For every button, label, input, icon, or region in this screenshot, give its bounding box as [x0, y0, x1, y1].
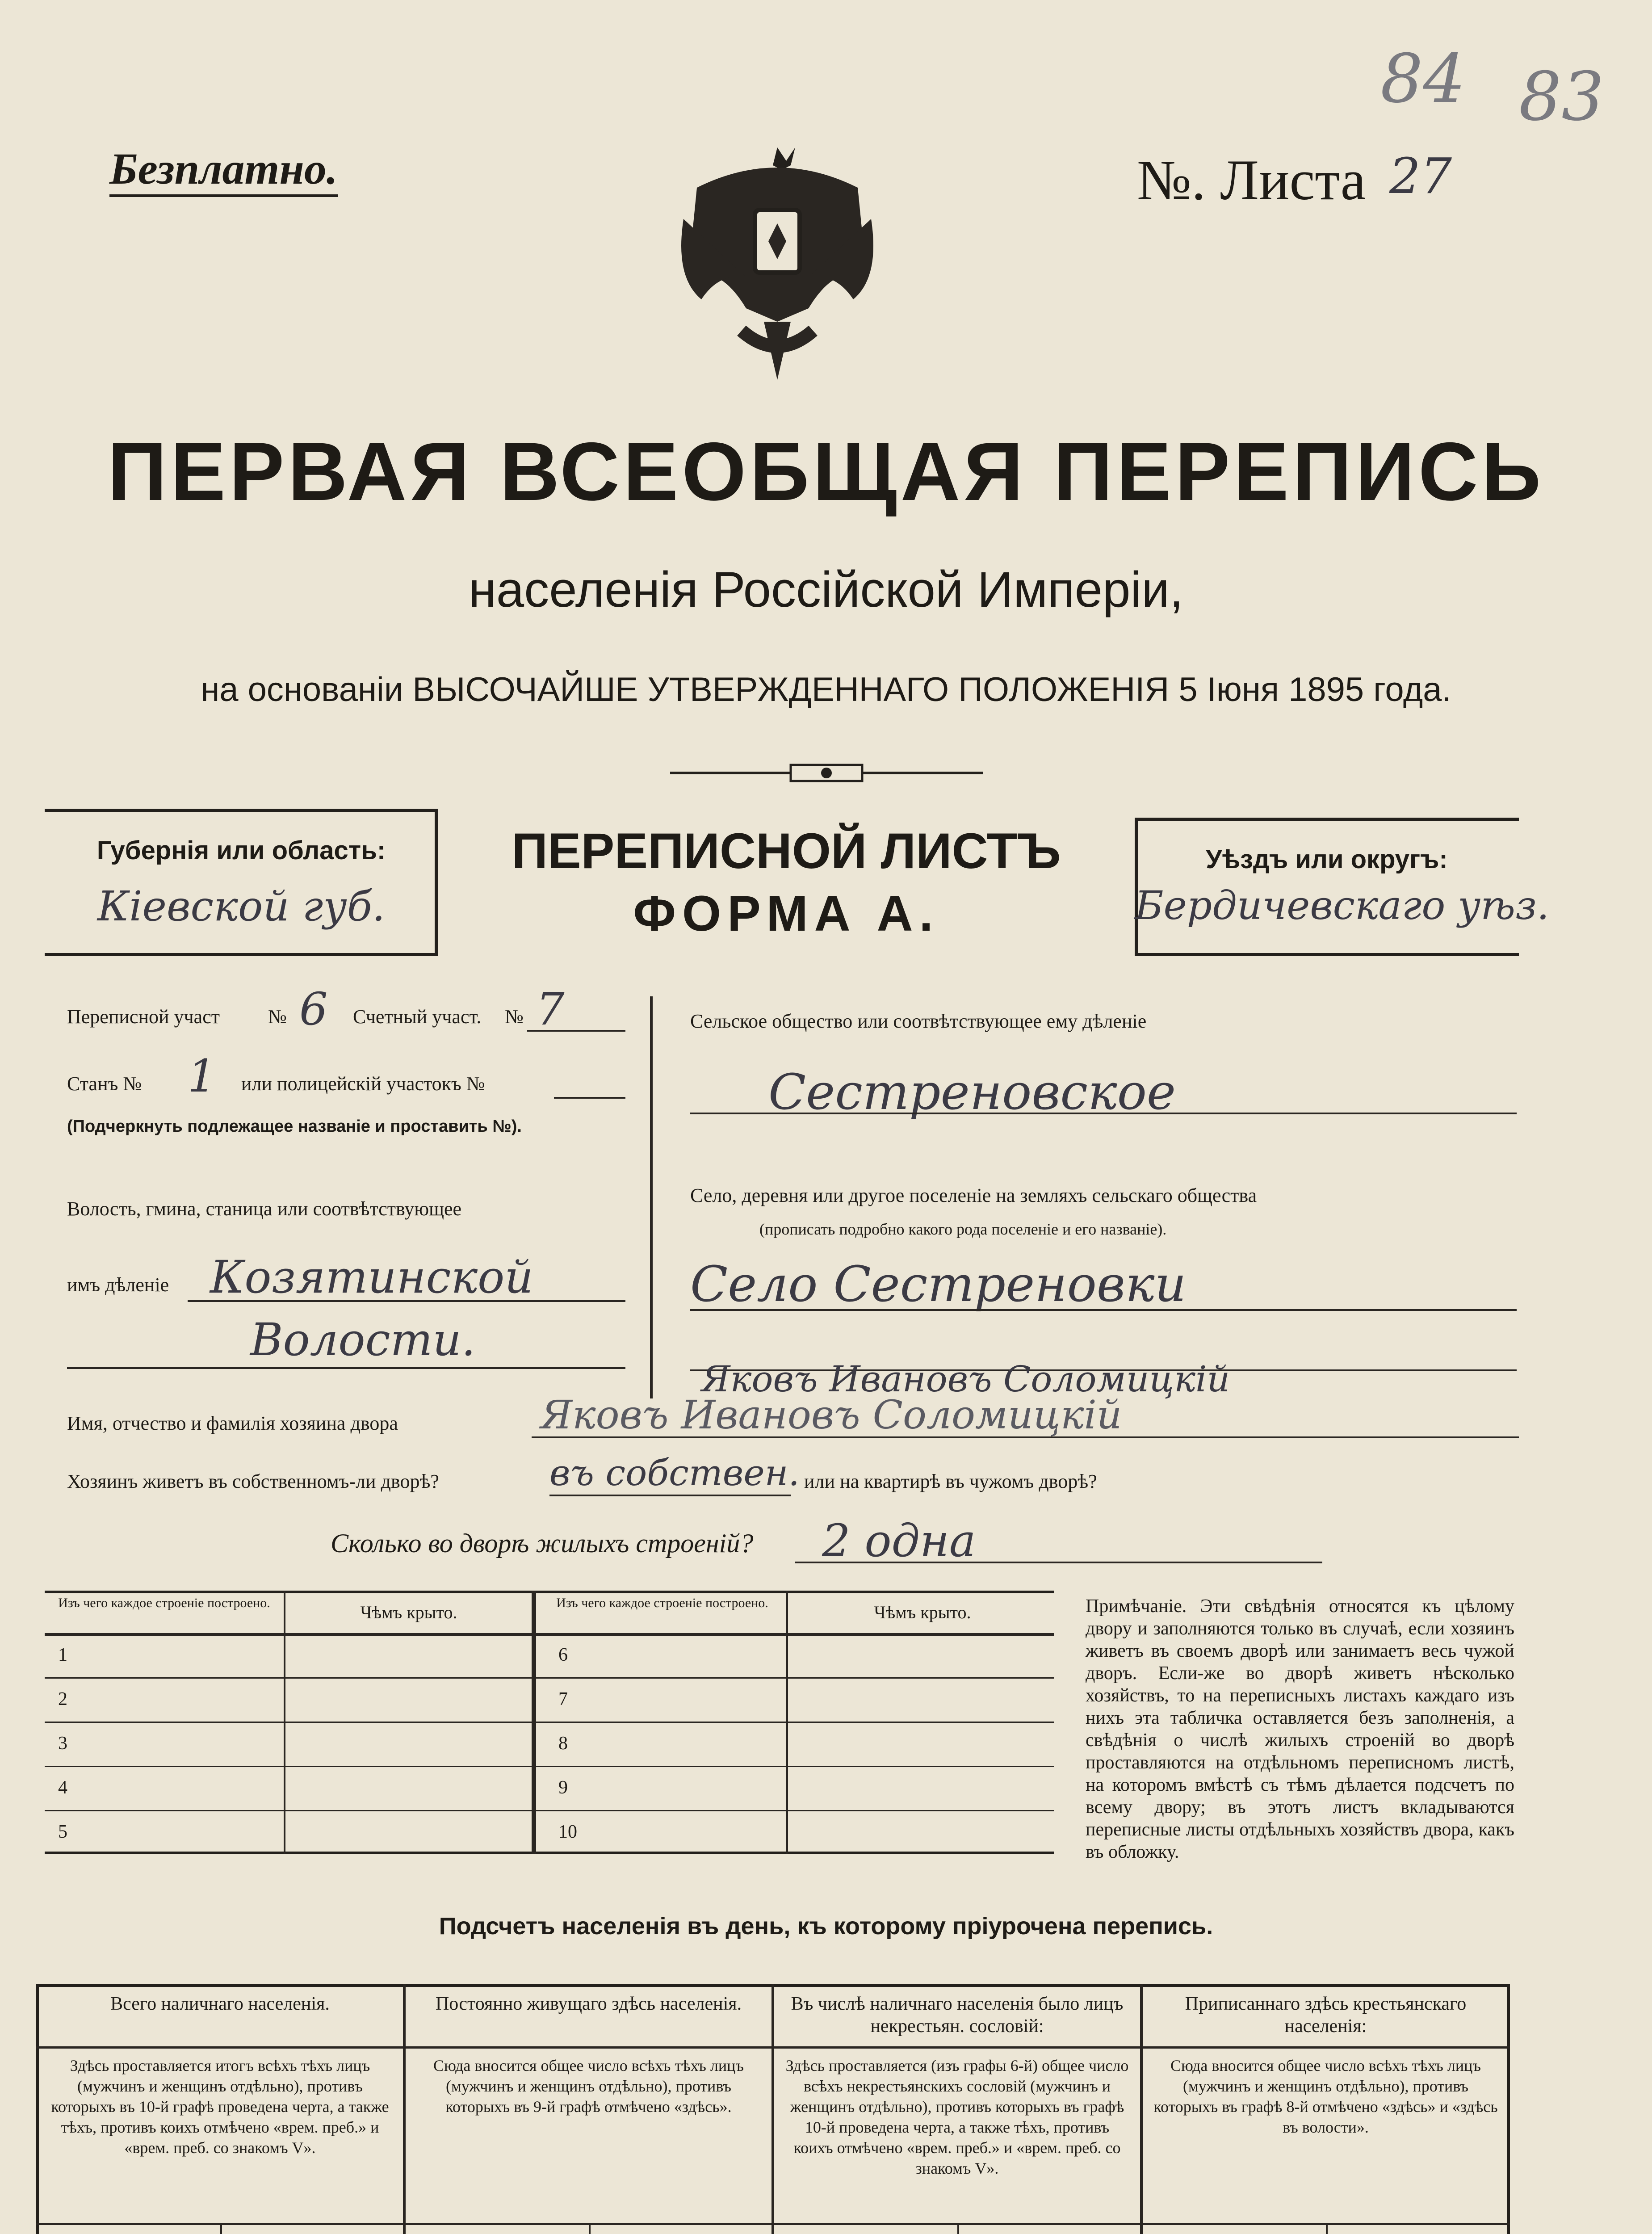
buildings-row-number: 10: [558, 1822, 577, 1842]
schet-no-label: №: [505, 1006, 524, 1028]
society-underline: [690, 1113, 1517, 1114]
stan-value: 1: [188, 1050, 216, 1102]
imperial-eagle-emblem: [675, 130, 880, 398]
guberniya-label: Губернія или область:: [96, 836, 386, 865]
population-col-divider: [403, 1984, 406, 2234]
archive-number-1: 84: [1380, 40, 1466, 118]
population-mzh-divider: [589, 2223, 591, 2234]
buildings-row-number: 6: [558, 1645, 568, 1665]
buildings-row-number: 7: [558, 1689, 568, 1709]
fields-divider: [650, 996, 653, 1398]
buildings-table-header-line: [45, 1633, 1054, 1636]
police-underline: [554, 1097, 625, 1099]
owner-value: Яковъ Ивановъ Соломицкій: [541, 1392, 1122, 1438]
uchast-label: Переписной участ: [67, 1006, 220, 1028]
buildings-row-line: [45, 1722, 1054, 1723]
volost-label-2: имъ дѣленіе: [67, 1274, 169, 1296]
buildings-row-line: [45, 1810, 1054, 1811]
uezd-value: Бердичевскаго уѣз.: [1135, 882, 1549, 928]
population-col-desc: Здѣсь проставляется итогъ всѣхъ тѣхъ лицъ (мужчинъ и женщинъ отдѣльно), противъ которыхъ въ 10-й графѣ проведена черта, а также тѣхъ, противъ коихъ отмѣчено «врем. преб.» и «врем. преб. со знакомъ V».: [51, 2057, 389, 2157]
owner-underline: [532, 1436, 1519, 1438]
population-title-line: [36, 2046, 404, 2049]
lives-value: въ собствен.: [549, 1452, 800, 1494]
legal-basis: на основаніи ВЫСОЧАЙШЕ УТВЕРЖДЕННАГО ПОЛОЖЕНІЯ 5 Іюня 1895 года.: [201, 671, 1451, 709]
archive-number-2: 83: [1519, 58, 1604, 136]
buildings-col-3-header: Изъ чего каждое строеніе построено.: [556, 1596, 768, 1610]
buildings-row-number: 4: [58, 1777, 67, 1798]
volost-underline-2: [67, 1367, 625, 1369]
population-mzh-divider: [957, 2223, 959, 2234]
population-col-divider: [1140, 1984, 1143, 2234]
stan-label: Станъ №: [67, 1073, 142, 1095]
buildings-row-number: 9: [558, 1777, 568, 1798]
buildings-row-number: 2: [58, 1689, 67, 1709]
village-label: Село, деревня или другое поселеніе на земляхъ сельскаго общества: [690, 1184, 1257, 1206]
uchast-no-label: №: [268, 1006, 287, 1028]
buildings-row-number: 5: [58, 1822, 67, 1842]
remark-note: Примѣчаніе. Эти свѣдѣнія относятся къ цѣлому двору и заполняются только въ случаѣ, если хозяинъ живетъ въ своемъ дворѣ или занимаетъ весь чужой дворъ. Если-же во дворѣ живетъ нѣсколько хозяйствъ, то на переписныхъ листахъ каждаго изъ нихъ эта табличка оставляется безъ заполненія, а свѣдѣнія о числѣ жилыхъ строеній во дворѣ проставляются на отдѣльномъ переписномъ листѣ, на которомъ вмѣстѣ съ тѣмъ дѣлается подсчетъ по всему двору; въ этотъ листъ вкладываются переписные листы отдѣльныхъ хозяйствъ двора, какъ въ обложку.: [1086, 1596, 1514, 1862]
form-title: ПЕРЕПИСНОЙ ЛИСТЪ: [512, 823, 1061, 879]
ornament-divider: [670, 760, 983, 786]
population-col-desc: Здѣсь проставляется (изъ графы 6-й) общее число всѣхъ некрестьянскихъ сословій (мужчинъ и женщинъ отдѣльно), противъ которыхъ въ графѣ 10-й проведена черта, а также тѣхъ, противъ коихъ отмѣчено «врем. преб.» и «врем. преб. со знакомъ V».: [785, 2057, 1129, 2177]
buildings-col-2-header: Чѣмъ крыто.: [360, 1602, 457, 1622]
schet-label: Счетный участ.: [353, 1006, 482, 1028]
uchast-value: 6: [299, 983, 328, 1035]
lives-label-1: Хозяинъ живетъ въ собственномъ-ли дворѣ?: [67, 1470, 439, 1492]
schet-underline: [527, 1030, 625, 1032]
buildings-underline: [795, 1562, 1322, 1563]
police-label: или полицейскій участокъ №: [241, 1073, 485, 1095]
owner-value-above: Яковъ Ивановъ Соломицкій: [701, 1358, 1230, 1400]
population-title-line: [1141, 2046, 1510, 2049]
population-col-divider: [771, 1984, 774, 2234]
volost-value-2: Волости.: [250, 1314, 476, 1366]
population-mzh-divider: [1326, 2223, 1328, 2234]
buildings-row-number: 3: [58, 1733, 67, 1754]
buildings-col-4-header: Чѣмъ крыто.: [874, 1602, 971, 1622]
population-col-title: Въ числѣ наличнаго населенія было лицъ некрестьян. сословій:: [791, 1994, 1124, 2037]
underline-note: (Подчеркнуть подлежащее названіе и проставить №).: [67, 1117, 522, 1136]
population-col-desc: Сюда вносится общее число всѣхъ тѣхъ лицъ (мужчинъ и женщинъ отдѣльно), противъ которыхъ въ графѣ 8-й отмѣчено «здѣсь» и «здѣсь въ волости».: [1153, 2057, 1498, 2136]
sheet-number-label: №. Листа: [1137, 148, 1366, 212]
buildings-row-number: 1: [58, 1645, 67, 1665]
owner-label: Имя, отчество и фамилія хозяина двора: [67, 1412, 398, 1434]
uezd-label: Уѣздъ или округъ:: [1206, 845, 1448, 874]
buildings-row-line: [45, 1766, 1054, 1767]
buildings-row-line: [45, 1677, 1054, 1679]
page-subtitle: населенія Россійской Имперіи,: [469, 562, 1183, 617]
village-note: (прописать подробно какого рода поселеніе и его названіе).: [759, 1220, 1167, 1238]
population-title: Подсчетъ населенія въ день, къ которому пріурочена перепись.: [439, 1913, 1213, 1940]
population-mzh-divider: [220, 2223, 222, 2234]
population-col-title: Постоянно живущаго здѣсь населенія.: [435, 1994, 742, 2014]
lives-underline: [549, 1495, 791, 1496]
volost-label: Волость, гмина, станица или соотвѣтствующее: [67, 1198, 462, 1220]
lives-label-2: или на квартирѣ въ чужомъ дворѣ?: [804, 1470, 1097, 1492]
village-value: Село Сестреновки: [690, 1256, 1187, 1313]
page-title: ПЕРВАЯ ВСЕОБЩАЯ ПЕРЕПИСЬ: [107, 426, 1545, 518]
buildings-label: Сколько во дворѣ жилыхъ строеній?: [331, 1529, 754, 1558]
society-value: Сестреновское: [768, 1063, 1176, 1121]
free-label: Безплатно.: [109, 143, 338, 197]
society-label: Сельское общество или соотвѣтствующее ему дѣленіе: [690, 1010, 1147, 1032]
schet-value: 7: [536, 983, 565, 1035]
sheet-number-value: 27: [1389, 147, 1452, 205]
volost-underline: [188, 1300, 625, 1302]
population-title-line: [404, 2046, 773, 2049]
population-col-title: Приписаннаго здѣсь крестьянскаго населенія:: [1185, 1994, 1467, 2037]
buildings-row-number: 8: [558, 1733, 568, 1754]
guberniya-value: Кіевской губ.: [97, 882, 386, 930]
form-name: ФОРМА А.: [633, 886, 939, 941]
village-underline: [690, 1309, 1517, 1311]
buildings-value: 2 одна: [822, 1515, 976, 1567]
volost-value: Козятинской: [210, 1251, 533, 1303]
population-col-title: Всего наличнаго населенія.: [110, 1994, 330, 2014]
buildings-col-1-header: Изъ чего каждое строеніе построено.: [58, 1596, 270, 1610]
population-title-line: [773, 2046, 1141, 2049]
population-col-desc: Сюда вносится общее число всѣхъ тѣхъ лицъ (мужчинъ и женщинъ отдѣльно), противъ которыхъ въ 9-й графѣ отмѣчено «здѣсь».: [433, 2057, 744, 2116]
